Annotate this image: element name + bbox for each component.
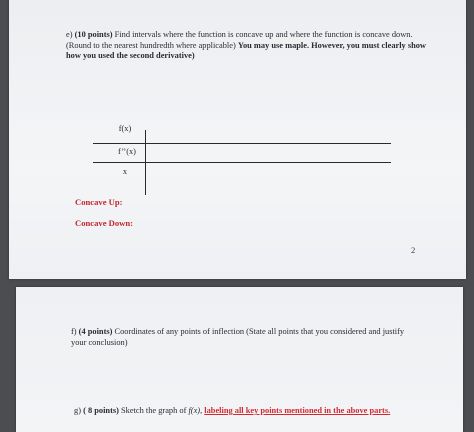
page-number: 2 <box>411 245 416 255</box>
worksheet-page-bottom <box>16 287 463 432</box>
question-g-text: Sketch the graph of <box>118 406 189 415</box>
question-f <box>71 327 421 348</box>
table-divider-2 <box>93 162 391 163</box>
worksheet-page-top <box>9 0 466 279</box>
question-e-label: e) <box>66 30 73 39</box>
question-g-comma: , <box>200 406 205 415</box>
table-row-label-x: x <box>122 167 128 176</box>
question-f-text: Coordinates of any points of inflection (State all points that you considered and justify your conclusion) <box>71 327 405 347</box>
concave-up-label: Concave Up: <box>75 197 123 207</box>
table-row-label-fx: f(x) <box>118 124 132 133</box>
question-g-points: ( 8 points) <box>83 406 119 415</box>
question-e-tail: ) <box>191 51 195 60</box>
table-row-label-second-derivative: f’’(x) <box>118 147 136 156</box>
question-e <box>66 30 436 62</box>
question-e-points: (10 points) <box>74 30 113 39</box>
question-g-label: g) <box>74 406 81 415</box>
question-f-label: f) <box>71 327 77 336</box>
table-vertical-divider <box>145 130 146 195</box>
question-g-emphasis: labeling all key points mentioned in the above parts. <box>204 406 391 415</box>
concave-down-label: Concave Down: <box>75 218 134 228</box>
question-f-points: (4 points) <box>78 327 113 336</box>
question-e-bold-instruction: You may use maple. However, you must clearly show how you used the second derivative <box>66 40 426 60</box>
table-divider-1 <box>93 143 391 144</box>
question-e-text: Find intervals where the function is concave up and where the function is concave down. (Round to the nearest hundredth where applicable) <box>66 30 413 50</box>
question-g-fx: f(x) <box>188 406 201 415</box>
question-g <box>74 406 454 417</box>
